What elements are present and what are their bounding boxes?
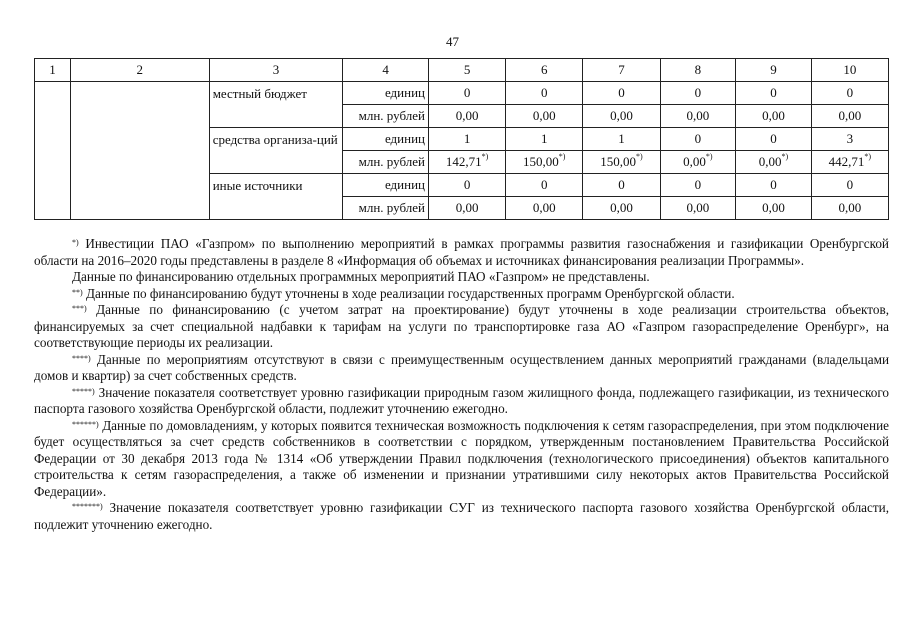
value-cell: 0,00 xyxy=(428,105,505,128)
footnote-text: Данные по мероприятиям отсутствуют в связи с преимущественным осуществлением данных мероприятий гражданами (владельцами домов и квартир) за счет собственных средств. xyxy=(34,351,889,383)
value-cell: 0,00 xyxy=(660,105,736,128)
footnote-text: Данные по финансированию отдельных программных мероприятий ПАО «Газпром» не представлены. xyxy=(72,269,650,284)
value-cell: 142,71*) xyxy=(428,151,505,174)
table-body xyxy=(35,82,889,220)
footnotes xyxy=(34,236,889,533)
value-cell: 1 xyxy=(506,128,583,151)
table-row xyxy=(35,82,889,105)
footnote-paragraph xyxy=(34,352,889,385)
value-cell: 1 xyxy=(428,128,505,151)
footnote-paragraph xyxy=(34,286,889,303)
header-cell: 2 xyxy=(70,59,209,82)
value-cell: 0 xyxy=(660,128,736,151)
value-cell: 0,00 xyxy=(736,105,812,128)
unit-cell: единиц xyxy=(343,174,429,197)
header-cell: 3 xyxy=(209,59,343,82)
value-cell: 0,00 xyxy=(583,197,660,220)
value-cell: 0,00*) xyxy=(736,151,812,174)
header-cell: 7 xyxy=(583,59,660,82)
value-cell: 0,00 xyxy=(428,197,505,220)
value-cell: 0 xyxy=(736,82,812,105)
value-cell: 1 xyxy=(583,128,660,151)
footnote-text: Данные по финансированию будут уточнены в ходе реализации государственных программ Оренбургской области. xyxy=(82,285,735,301)
value-cell: 0,00 xyxy=(583,105,660,128)
value-cell: 0 xyxy=(583,82,660,105)
value-cell: 442,71*) xyxy=(811,151,888,174)
value-cell: 0,00 xyxy=(506,197,583,220)
footnote-paragraph xyxy=(34,500,889,533)
value-cell: 0 xyxy=(660,174,736,197)
footnote-mark: *******) xyxy=(72,502,103,511)
footnote-mark: ******) xyxy=(72,419,99,429)
header-cell: 5 xyxy=(428,59,505,82)
table-header-row xyxy=(35,59,889,82)
footnote-paragraph xyxy=(34,302,889,352)
value-cell: 0,00 xyxy=(506,105,583,128)
value-cell: 0 xyxy=(506,82,583,105)
value-cell: 0 xyxy=(736,128,812,151)
footnote-text: Значение показателя соответствует уровню газификации природным газом жилищного фонда, подлежащего газификации, из технического паспорта газового хозяйства Оренбургской области, подлежит уточнению ежегодно. xyxy=(34,384,889,416)
value-cell: 150,00*) xyxy=(583,151,660,174)
empty-cell xyxy=(70,82,209,220)
value-cell: 0 xyxy=(660,82,736,105)
footnote-mark: *****) xyxy=(72,386,95,396)
value-cell: 150,00*) xyxy=(506,151,583,174)
footnote-mark: *) xyxy=(864,152,872,161)
header-cell: 6 xyxy=(506,59,583,82)
footnote-mark: *) xyxy=(481,152,489,161)
value-cell: 0,00 xyxy=(811,197,888,220)
header-cell: 8 xyxy=(660,59,736,82)
value-cell: 0 xyxy=(428,174,505,197)
value-cell: 0 xyxy=(811,174,888,197)
page-number: 47 xyxy=(446,34,459,49)
footnote-mark: ****) xyxy=(72,353,91,363)
funding-source-cell: средства организа-ций xyxy=(209,128,343,174)
unit-cell: млн. рублей xyxy=(343,197,429,220)
unit-cell: млн. рублей xyxy=(343,151,429,174)
footnote-mark: **) xyxy=(72,287,83,297)
empty-cell xyxy=(35,82,71,220)
footnote-paragraph xyxy=(34,236,889,269)
value-cell: 0,00 xyxy=(811,105,888,128)
value-cell: 0 xyxy=(583,174,660,197)
value-cell: 0,00 xyxy=(660,197,736,220)
header-cell: 1 xyxy=(35,59,71,82)
value-cell: 0 xyxy=(428,82,505,105)
footnote-text: Данные по домовладениям, у которых появится техническая возможность подключения к сетям газораспределения, при этом подключение будет осуществляться за счет средств собственников в соответствии с порядком, утвержденным постановлением Правительства Российской Федерации от 30 декабря 2013 года № 1314 «Об утверждении Правил подключения (технологического присоединения) объектов капитального строительства к сетям газораспределения, а также об изменении и признании утратившими силу некоторых актов Правительства Российской Федерации». xyxy=(34,417,889,499)
footnote-mark: ***) xyxy=(72,304,87,313)
value-cell: 3 xyxy=(811,128,888,151)
financing-table xyxy=(34,58,889,220)
footnote-paragraph xyxy=(34,385,889,418)
footnote-mark: *) xyxy=(72,238,79,247)
footnote-text: Инвестиции ПАО «Газпром» по выполнению мероприятий в рамках программы развития газоснабжения и газификации Оренбургской области на 2016–2020 годы представлены в разделе 8 «Информация об объемах и источниках финансирования реализации Программы». xyxy=(34,236,889,268)
value-cell: 0 xyxy=(506,174,583,197)
funding-source-cell: местный бюджет xyxy=(209,82,343,128)
footnote-mark: *) xyxy=(705,152,713,161)
header-cell: 10 xyxy=(811,59,888,82)
value-cell: 0,00 xyxy=(736,197,812,220)
header-cell: 9 xyxy=(736,59,812,82)
header-cell: 4 xyxy=(343,59,429,82)
footnote-paragraph xyxy=(34,269,889,286)
footnote-paragraph xyxy=(34,418,889,501)
footnote-mark: *) xyxy=(635,152,643,161)
unit-cell: единиц xyxy=(343,82,429,105)
footnote-text: Значение показателя соответствует уровню газификации СУГ из технического паспорта газового хозяйства Оренбургской области, подлежит уточнению ежегодно. xyxy=(34,500,889,532)
value-cell: 0,00*) xyxy=(660,151,736,174)
footnote-mark: *) xyxy=(781,152,789,161)
footnote-text: Данные по финансированию (с учетом затрат на проектирование) будут уточнены в ходе реализации строительства объектов, финансируемых за счет специальной надбавки к тарифам на услуги по транспортировке газа АО «Газпром газораспределение Оренбург», на соответствующие периоды их реализации. xyxy=(34,302,889,350)
value-cell: 0 xyxy=(736,174,812,197)
funding-source-cell: иные источники xyxy=(209,174,343,220)
unit-cell: млн. рублей xyxy=(343,105,429,128)
unit-cell: единиц xyxy=(343,128,429,151)
footnote-mark: *) xyxy=(558,152,566,161)
value-cell: 0 xyxy=(811,82,888,105)
